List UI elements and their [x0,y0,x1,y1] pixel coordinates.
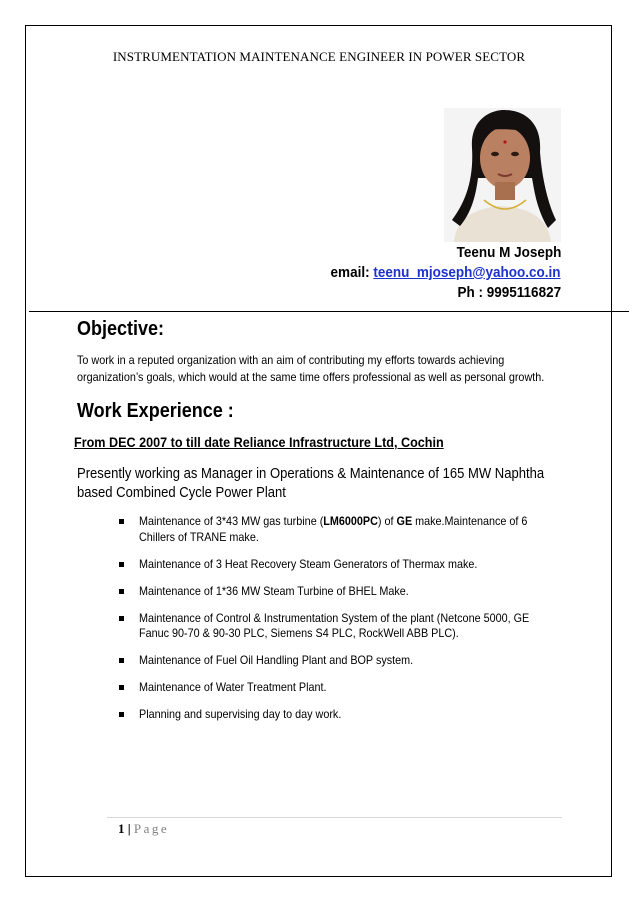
duty-text: Maintenance of Fuel Oil Handling Plant and BOP system. [139,653,414,667]
candidate-name: Teenu M Joseph [456,244,561,261]
bullet-icon [119,589,124,594]
objective-heading: Objective: [77,318,165,340]
bullet-icon [119,658,124,663]
objective-text: To work in a reputed organization with an aim of contributing my efforts towards achieving organization’s goals, which would at the same time offers professional as well as personal growth. [77,353,545,384]
list-item [119,680,589,696]
bullet-icon [119,685,124,690]
work-experience-heading: Work Experience : [77,400,234,422]
email-link[interactable]: teenu_mjoseph@yahoo.co.in [373,264,561,281]
contact-email [331,264,561,281]
duty-text: Maintenance of Water Treatment Plant. [139,680,327,694]
duty-text: Maintenance of 1*36 MW Steam Turbine of BHEL Make. [139,583,409,598]
bullet-icon [119,712,124,717]
footer-divider [107,817,562,818]
header-divider [29,311,629,312]
list-item [119,653,589,669]
profile-photo [444,108,561,242]
page-footer [118,821,169,837]
duty-text: Maintenance of Control & Instrumentation System of the plant (Netcone 5000, GE Fanuc 90-70 & 90-30 PLC, Siemens S4 PLC, RockWell ABB PLC). [139,610,530,640]
duties-list [119,514,589,734]
bullet-icon [119,562,124,567]
list-item [119,514,589,545]
duty-text: Maintenance of 3 Heat Recovery Steam Generators of Thermax make. [139,556,478,571]
list-item [119,611,589,642]
list-item [119,584,589,600]
page-separator: | [124,821,134,836]
contact-phone: Ph : 9995116827 [457,284,561,301]
page-label: Page [133,821,170,836]
list-item [119,557,589,573]
page-header: INSTRUMENTATION MAINTENANCE ENGINEER IN POWER SECTOR [112,49,526,64]
list-item [119,707,589,723]
email-label: email: [331,264,374,281]
duty-text: Planning and supervising day to day work. [139,707,342,721]
bullet-icon [119,519,124,524]
bullet-icon [119,616,124,621]
duty-text: Maintenance of 3*43 MW gas turbine (LM6000PC) of GE make.Maintenance of 6 Chillers of TRANE make. [139,514,528,544]
page-number: 1 [118,821,125,836]
company-line: From DEC 2007 to till date Reliance Infrastructure Ltd, Cochin [74,434,444,450]
work-summary: Presently working as Manager in Operations & Maintenance of 165 MW Naphtha based Combined Cycle Power Plant [77,466,545,501]
